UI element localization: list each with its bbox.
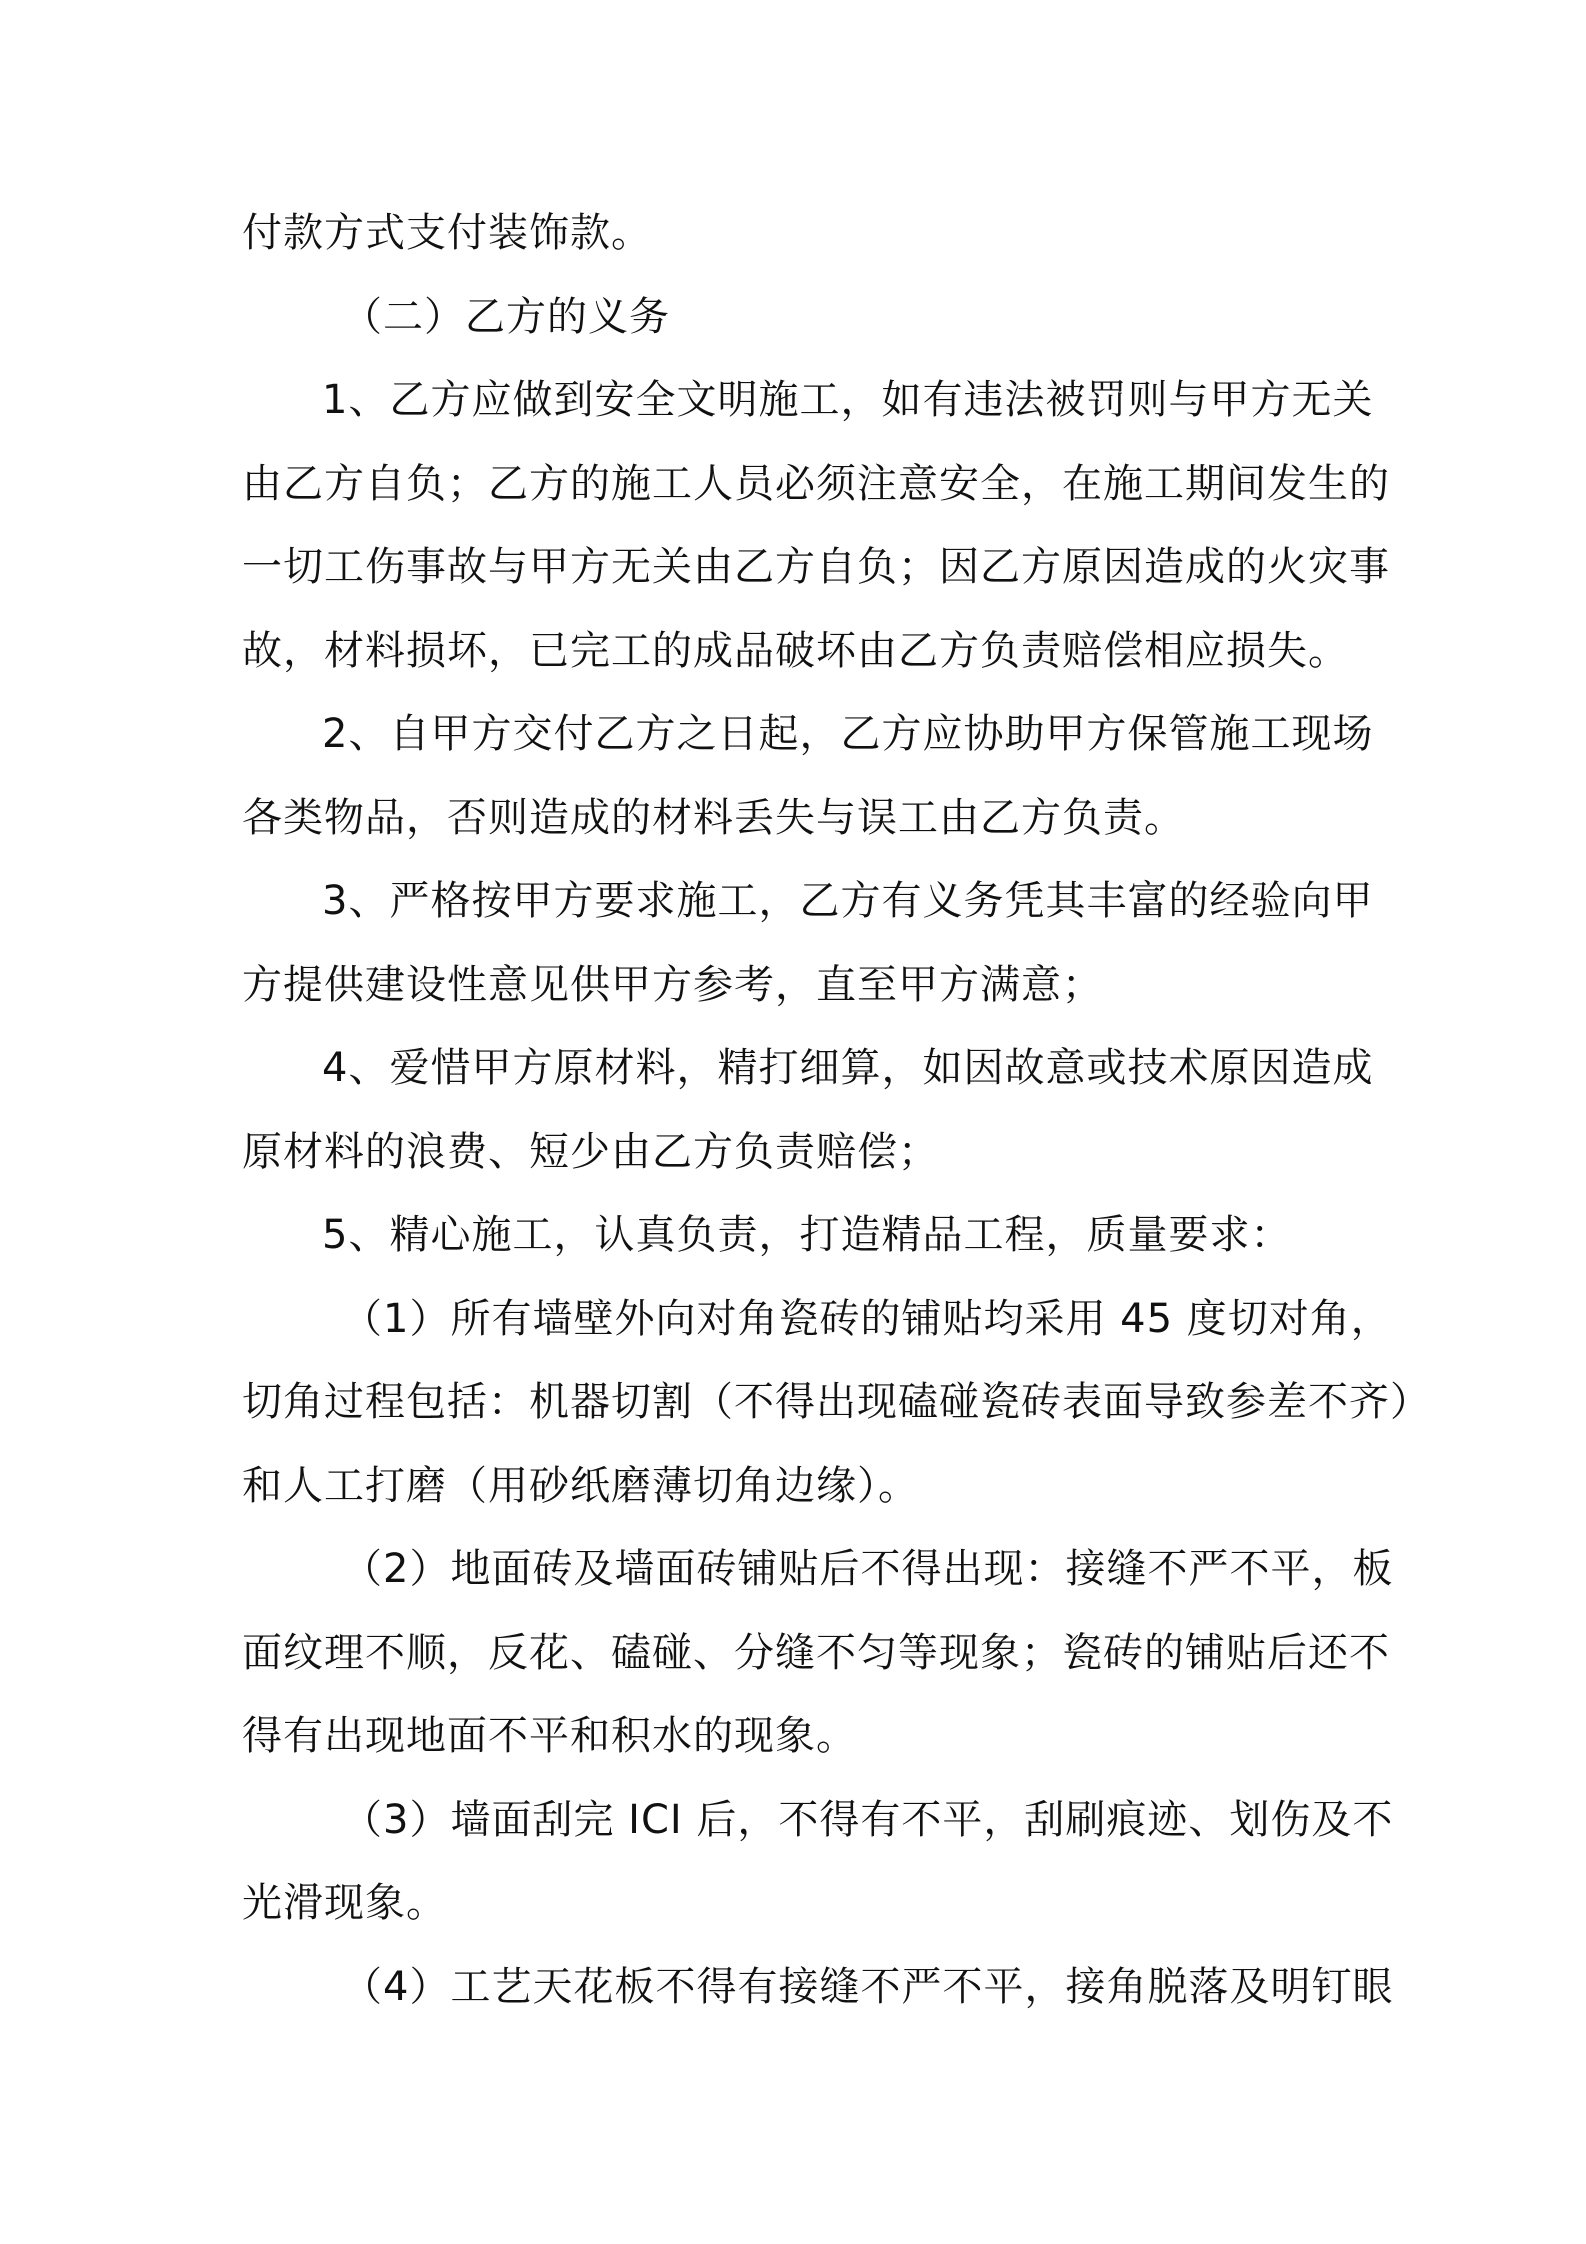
text-line-20: （3）墙面刮完 ICI 后，不得有不平，刮刷痕迹、划伤及不 (342, 1797, 1394, 1843)
text-line-7: 2、自甲方交付乙方之日起，乙方应协助甲方保管施工现场 (322, 711, 1374, 757)
text-line-19: 得有出现地面不平和积水的现象。 (242, 1713, 857, 1759)
section-heading: （二）乙方的义务 (342, 294, 670, 340)
text-line-17: （2）地面砖及墙面砖铺贴后不得出现：接缝不严不平，板 (342, 1546, 1394, 1592)
text-line-5: 一切工伤事故与甲方无关由乙方自负；因乙方原因造成的火灾事 (242, 544, 1390, 590)
text-line-22: （4）工艺天花板不得有接缝不严不平，接角脱落及明钉眼 (342, 1964, 1394, 2010)
text-line-4: 由乙方自负；乙方的施工人员必须注意安全，在施工期间发生的 (242, 461, 1390, 507)
text-line-13: 5、精心施工，认真负责，打造精品工程，质量要求： (322, 1212, 1292, 1258)
text-line-18: 面纹理不顺，反花、磕碰、分缝不匀等现象；瓷砖的铺贴后还不 (242, 1630, 1390, 1676)
text-line-6: 故，材料损坏，已完工的成品破坏由乙方负责赔偿相应损失。 (242, 628, 1349, 674)
text-line-8: 各类物品，否则造成的材料丢失与误工由乙方负责。 (242, 795, 1185, 841)
text-line-16: 和人工打磨（用砂纸磨薄切角边缘）。 (242, 1463, 919, 1509)
text-line-12: 原材料的浪费、短少由乙方负责赔偿； (242, 1129, 939, 1175)
text-line-3: 1、乙方应做到安全文明施工，如有违法被罚则与甲方无关 (322, 377, 1374, 423)
text-line-21: 光滑现象。 (242, 1880, 447, 1926)
text-line-1: 付款方式支付装饰款。 (242, 210, 652, 256)
text-line-11: 4、爱惜甲方原材料，精打细算，如因故意或技术原因造成 (322, 1045, 1374, 1091)
text-line-14: （1）所有墙壁外向对角瓷砖的铺贴均采用 45 度切对角， (342, 1296, 1392, 1342)
text-line-15: 切角过程包括：机器切割（不得出现磕碰瓷砖表面导致参差不齐） (242, 1379, 1431, 1425)
text-line-10: 方提供建设性意见供甲方参考，直至甲方满意； (242, 962, 1103, 1008)
text-line-9: 3、严格按甲方要求施工，乙方有义务凭其丰富的经验向甲 (322, 878, 1374, 924)
